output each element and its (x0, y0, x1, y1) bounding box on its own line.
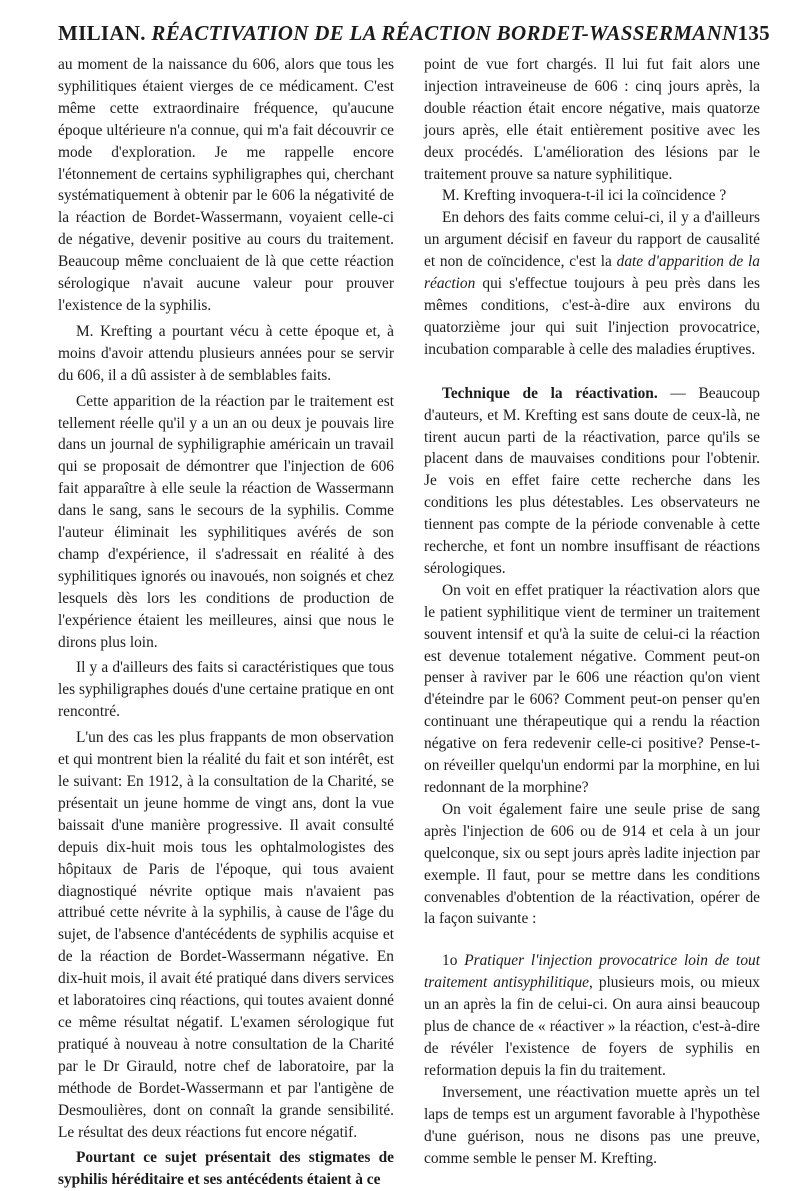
numbered-paragraph (424, 950, 760, 1081)
paragraph: Cette apparition de la réaction par le traitement est tellement réelle qu'il y a un an ou deux je pouvais lire dans un journal de syphiligraphie américain un travail qui se proposait de démontrer que l'injection de 606 fait apparaître à elle seule la réaction de Wassermann dans le sang, sans le secours de la syphilis. Comme l'auteur éliminait les syphilitiques avérés de son champ d'expérience, il s'adressait en réalité à des syphilitiques ignorés ou inavoués, non soignés et chez lesquels dès lors les conditions de production de l'expérience étaient les meilleures, ainsi que nous le dirons plus loin. (58, 392, 394, 651)
text-columns (58, 54, 760, 1191)
paragraph: Inversement, une réactivation muette après un tel laps de temps est un argument favorable à l'hypothèse d'une guérison, nous ne disons pas une preuve, comme semble le penser M. Krefting. (424, 1083, 760, 1167)
emphasis: date d'apparition de la réaction (424, 253, 760, 293)
paragraph-text: , plusieurs mois, ou mieux un an après la fin de celui-ci. On aura ainsi beaucoup plus de chance de « réactiver » la réaction, c'est-à-dire de révéler l'existence de foyers de syphilis en reformation depuis la fin du traitement. (424, 974, 760, 1079)
paragraph: On voit également faire une seule prise de sang après l'injection de 606 ou de 914 et cela à un jour quelconque, six ou sept jours après ladite injection par exemple. Il faut, pour se mettre dans les conditions convenables d'obtention de la réactivation, opérer de la façon suivante : (424, 800, 760, 928)
header-left (58, 12, 738, 54)
header-title: RÉACTIVATION DE LA RÉACTION BORDET-WASSERMANN (151, 21, 738, 45)
right-column (424, 54, 760, 1191)
left-column (58, 54, 394, 1191)
running-header (58, 12, 770, 54)
paragraph-text: qui s'effectue toujours à peu près dans les mêmes conditions, c'est-à-dire aux environs du quatorzième jour qui suit l'injection provocatrice, incubation comparable à celle des maladies éruptives. (424, 275, 760, 358)
section-paragraph (424, 383, 760, 580)
emphasis: Pratiquer l'injection provocatrice loin de tout traitement antisyphilitique (424, 952, 760, 992)
section-heading: Technique de la réactivation. (442, 384, 658, 402)
paragraph: On voit en effet pratiquer la réactivation alors que le patient syphilitique vient de terminer un traitement souvent intensif et qu'à la suite de celui-ci la réaction est devenue totalement négative. Comment peut-on penser à raviver par le 606 une réaction qu'on vient d'éteindre par le 606? Comment peut-on penser qu'en continuant une thérapeutique qui a rendu la réaction négative on fera redevenir celle-ci positive? Pense-t-on réveiller quelqu'un endormi par la morphine, en lui redonnant de la morphine? (424, 581, 760, 796)
item-number: 1o (442, 952, 458, 970)
paragraph: au moment de la naissance du 606, alors que tous les syphilitiques étaient vierges de ce médicament. C'est même cette extraordinaire fréquence, qu'aucune époque ultérieure n'a connue, qui m'a fait découvrir ce mode d'exploration. Je me rappelle encore l'étonnement de certains syphiligraphes qui, cherchant systématiquement à obtenir par le 606 la négativité de la réaction de Bordet-Wassermann, voyaient celle-ci de négative, devenir positive au cours du traitement. Beaucoup même concluaient de là que cette réaction sérologique n'avait aucune valeur pour prouver l'existence de la syphilis. (58, 56, 394, 314)
paragraph: M. Krefting a pourtant vécu à cette époque et, à moins d'avoir attendu plusieurs années pour se servir du 606, il a dû assister à de semblables faits. (58, 322, 394, 384)
paragraph (424, 207, 760, 360)
header-author: MILIAN. (58, 21, 146, 45)
paragraph: L'un des cas les plus frappants de mon observation et qui montrent bien la réalité du fait et son intérêt, est le suivant: En 1912, à la consultation de la Charité, se présentait un jeune homme de vingt ans, dont la vue baissait d'une manière progressive. Il avait consulté depuis dix-huit mois tous les ophtalmologistes des hôpitaux de Paris de l'époque, qui tous avaient diagnostiqué névrite optique mais n'avaient pas attribué cette névrite à la syphilis, à cause de l'âge du sujet, de l'absence d'antécédents de syphilis acquise et de la réaction de Bordet-Wassermann négative. En dix-huit mois, il avait été pratiqué dans divers services et laboratoires cinq réactions, qui toutes avaient donné ce même résultat négatif. L'examen sérologique fut pratiqué à nouveau à notre consultation de la Charité par le Dr Girauld, notre chef de laboratoire, par la méthode de Bordet-Wassermann et par l'antigène de Desmoulières, dont on connaît la grande sensibilité. Le résultat des deux réactions fut encore négatif. (58, 729, 394, 1141)
paragraph-text: En dehors des faits comme celui-ci, il y a d'ailleurs un argument décisif en faveur du rapport de causalité et non de coïncidence, c'est la (424, 209, 760, 271)
paragraph: M. Krefting invoquera-t-il ici la coïncidence ? (442, 187, 727, 205)
page-number: 135 (737, 21, 770, 45)
paragraph: Pourtant ce sujet présentait des stigmates de syphilis héréditaire et ses antécédents étaient à ce (58, 1149, 394, 1189)
paragraph-text: — Beaucoup d'auteurs, et M. Krefting est sans doute de ceux-là, ne tirent aucun parti de la réactivation, parce qu'ils se placent dans de mauvaises conditions pour l'obtenir. Je vois en effet faire cette recherche dans les conditions les plus détestables. Les observateurs ne tiennent pas compte de la période convenable à cette recherche, et font un nombre insuffisant de réactions sérologiques. (424, 384, 760, 577)
paragraph: point de vue fort chargés. Il lui fut fait alors une injection intraveineuse de 606 : cinq jours après, la double réaction était encore négative, mais quatorze jours après, elle était entièrement positive avec les deux procédés. L'amélioration des lésions par le traitement prouve sa nature syphilitique. (424, 56, 760, 183)
paragraph: Il y a d'ailleurs des faits si caractéristiques que tous les syphiligraphes doués d'une certaine pratique en ont rencontré. (58, 659, 394, 721)
